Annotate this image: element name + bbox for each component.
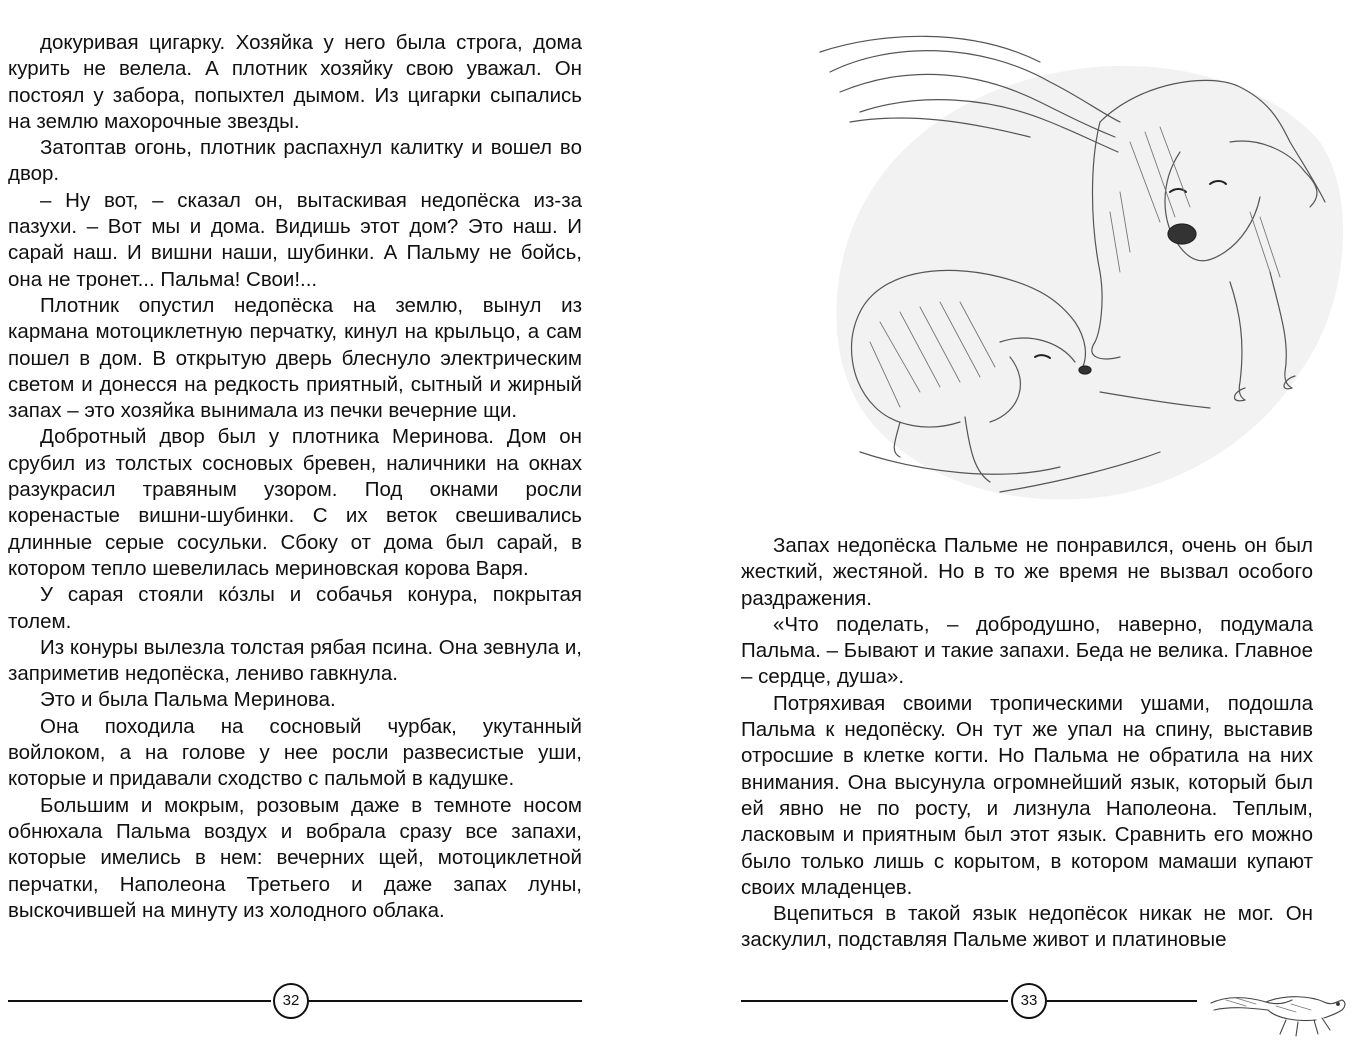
dog-and-fox-illustration xyxy=(800,12,1360,512)
folio-rule xyxy=(1047,1000,1197,1002)
fox-corner-illustration xyxy=(1206,978,1356,1038)
paragraph: Она походила на сосновый чурбак, укутанный войлоком, а на голове у нее росли развесистые уши, которые и придавали сходство с пальмой в кадушке. xyxy=(8,714,582,791)
page-number: 32 xyxy=(273,983,309,1019)
right-page xyxy=(730,0,1360,1040)
paragraph: Добротный двор был у плотника Меринова. Дом он срубил из толстых сосновых бревен, наличники на окнах разукрасил травяным узором. Под окнами росли коренастые вишни-шубинки. С их веток свешивались длинные серые сосульки. Сбоку от дома был сарай, в котором тепло шевелилась мериновская корова Варя. xyxy=(8,425,582,580)
paragraph: Из конуры вылезла толстая рябая псина. Она зевнула и, заприметив недопёска, лениво гавкнула. xyxy=(8,635,582,686)
page-number: 33 xyxy=(1011,983,1047,1019)
paragraph: Вцепиться в такой язык недопёсок никак не мог. Он заскулил, подставляя Пальме живот и платиновые xyxy=(741,902,1313,952)
folio-rule xyxy=(8,1000,271,1002)
right-page-text xyxy=(741,533,1313,954)
folio-rule xyxy=(741,1000,1008,1002)
paragraph: У сарая стояли ко́злы и собачья конура, покрытая толем. xyxy=(8,583,582,633)
paragraph: Плотник опустил недопёска на землю, вынул из кармана мотоциклетную перчатку, кинул на крыльцо, а сам пошел в дом. В открытую дверь блеснуло электрическим светом и донесся на редкость приятный, сытный и жирный запах – это хозяйка вынимала из печки вечерние щи. xyxy=(8,293,582,423)
left-page xyxy=(0,0,600,1040)
paragraph: «Что поделать, – добродушно, наверно, подумала Пальма. – Бывают и такие запахи. Беда не велика. Главное – сердце, душа». xyxy=(741,612,1313,689)
paragraph: – Ну вот, – сказал он, вытаскивая недопёска из-за пазухи. – Вот мы и дома. Видишь этот дом? Это наш. И сарай наш. И вишни наши, шубинки. А Пальму не бойсь, она не тронет... Пальма! Свои!... xyxy=(8,188,582,291)
paragraph: Запах недопёска Пальме не понравился, очень он был жесткий, жестяной. Но в то же время не вызвал особого раздражения. xyxy=(741,534,1313,610)
paragraph: Потряхивая своими тропическими ушами, подошла Пальма к недопёску. Он тут же упал на спину, выставив отросшие в клетке когти. Но Пальма не обратила на них внимания. Она высунула огромнейший язык, который был ей явно не по росту, и лизнула Наполеона. Теплым, ласковым и приятным был этот язык. Сравнить его можно было только лишь с корытом, в котором мамаши купают своих младенцев. xyxy=(741,691,1313,899)
folio-rule xyxy=(308,1000,582,1002)
paragraph: Большим и мокрым, розовым даже в темноте носом обнюхала Пальма воздух и вобрала сразу все запахи, которые имелись в нем: вечерних щей, мотоциклетной перчатки, Наполеона Третьего и даже запах луны, выскочившей на минуту из холодного облака. xyxy=(8,793,582,922)
paragraph: Это и была Пальма Меринова. xyxy=(40,688,336,712)
left-page-text xyxy=(8,30,582,924)
right-folio xyxy=(741,983,1197,1017)
paragraph: докуривая цигарку. Хозяйка у него была строга, дома курить не велела. А плотник хозяйку свою уважал. Он постоял у забора, попыхтел дымом. Из цигарки сыпались на землю махорочные звезды. xyxy=(8,31,582,133)
left-folio xyxy=(8,983,582,1017)
paragraph: Затоптав огонь, плотник распахнул калитку и вошел во двор. xyxy=(8,136,582,186)
